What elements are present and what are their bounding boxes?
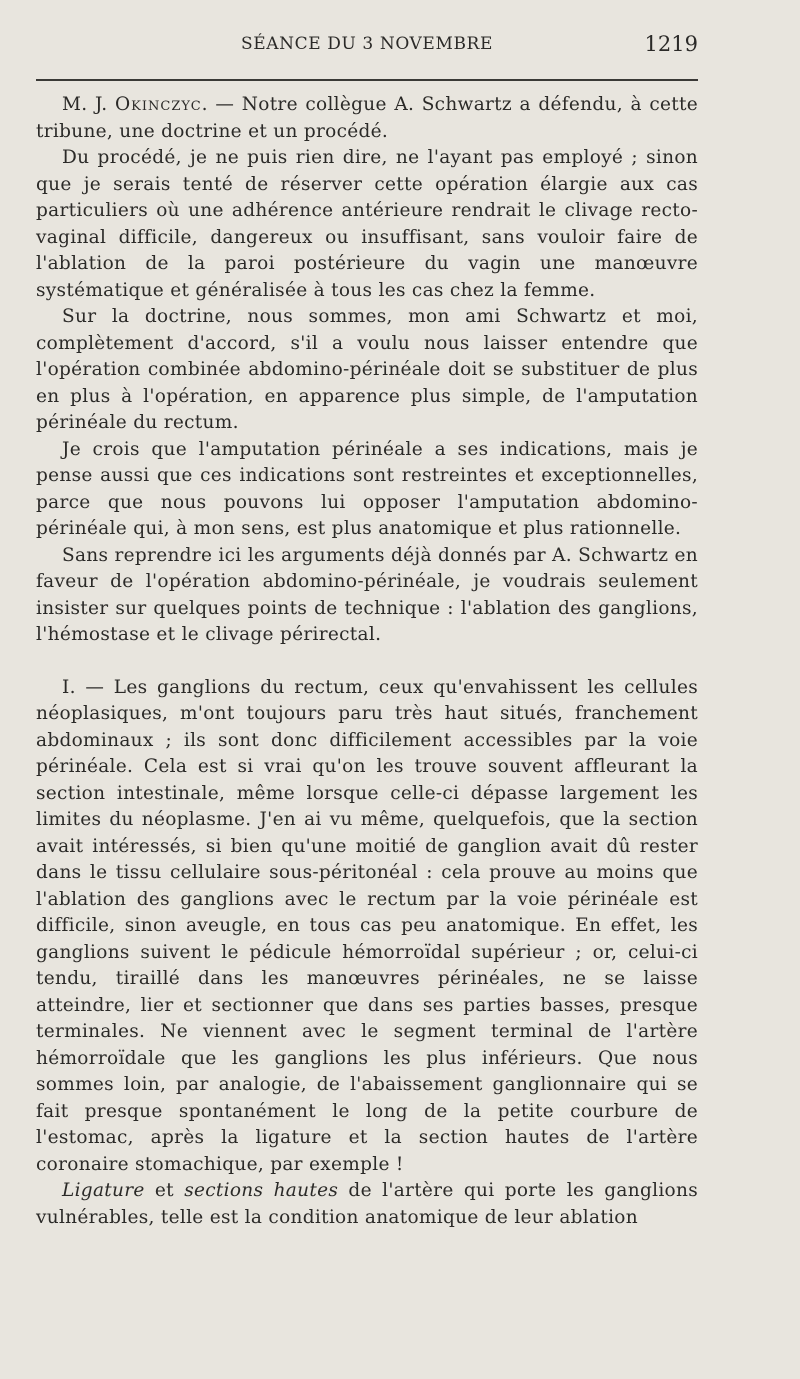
italic-lead-2: sections hautes xyxy=(184,1180,339,1201)
speaker-name: Okinczyc xyxy=(115,94,202,115)
speaker-prefix: M. J. xyxy=(62,94,115,115)
paragraph-7 xyxy=(36,1178,698,1231)
header-rule xyxy=(36,79,698,81)
paragraph-1 xyxy=(36,92,698,145)
running-title: SÉANCE DU 3 NOVEMBRE xyxy=(241,34,493,54)
italic-lead: Ligature xyxy=(62,1180,145,1201)
paragraph-text: . — Notre collègue A. Schwartz a défendu, à cette tribune, une doctrine et un procédé. xyxy=(36,94,698,142)
paragraph-text: de l'artère qui porte les ganglions vulnérables, telle est la condition anatomique de leur ablation xyxy=(36,1180,698,1228)
paragraph-gap xyxy=(36,649,698,675)
paragraph-6: I. — Les ganglions du rectum, ceux qu'envahissent les cellules néoplasiques, m'ont toujours paru très haut situés, franchement abdominaux ; ils sont donc difficilement accessibles par la voie périnéale. Cela est si vrai qu'on les trouve souvent affleurant la section intestinale, même lorsque celle-ci dépasse largement les limites du néoplasme. J'en ai vu même, quelquefois, que la section avait intéressés, si bien qu'une moitié de ganglion avait dû rester dans le tissu cellulaire sous-péritonéal : cela prouve au moins que l'ablation des ganglions avec le rectum par la voie périnéale est difficile, sinon aveugle, en tous cas peu anatomique. En effet, les ganglions suivent le pédicule hémorroïdal supérieur ; or, celui-ci tendu, tiraillé dans les manœuvres périnéales, ne se laisse atteindre, lier et sectionner que dans ses parties basses, presque terminales. Ne viennent avec le segment terminal de l'artère hémorroïdale que les ganglions les plus inférieurs. Que nous sommes loin, par analogie, de l'abaissement ganglionnaire qui se fait presque spontanément le long de la petite courbure de l'estomac, après la ligature et la section hautes de l'artère coronaire stomachique, par exemple ! xyxy=(36,676,698,1175)
paragraph-5: Sans reprendre ici les arguments déjà donnés par A. Schwartz en faveur de l'opération abdomino-périnéale, je voudrais seulement insister sur quelques points de technique : l'ablation des ganglions, l'hémostase et le clivage périrectal. xyxy=(36,544,698,645)
connector-text: et xyxy=(144,1180,185,1201)
paragraph-2: Du procédé, je ne puis rien dire, ne l'ayant pas employé ; sinon que je serais tenté de réserver cette opération élargie aux cas particuliers où une adhérence antérieure rendrait le clivage recto-vaginal difficile, dangereux ou insuffisant, sans vouloir faire de l'ablation de la paroi postérieure du vagin une manœuvre systématique et généralisée à tous les cas chez la femme. xyxy=(36,147,698,301)
body-text xyxy=(36,92,698,1231)
page-number: 1219 xyxy=(644,32,698,56)
page-header xyxy=(36,34,698,64)
paragraph-3: Sur la doctrine, nous sommes, mon ami Schwartz et moi, complètement d'accord, s'il a voulu nous laisser entendre que l'opération combinée abdomino-périnéale doit se substituer de plus en plus à l'opération, en apparence plus simple, de l'amputation périnéale du rectum. xyxy=(36,306,698,433)
paragraph-4: Je crois que l'amputation périnéale a ses indications, mais je pense aussi que ces indications sont restreintes et exceptionnelles, parce que nous pouvons lui opposer l'amputation abdomino-périnéale qui, à mon sens, est plus anatomique et plus rationnelle. xyxy=(36,438,698,539)
